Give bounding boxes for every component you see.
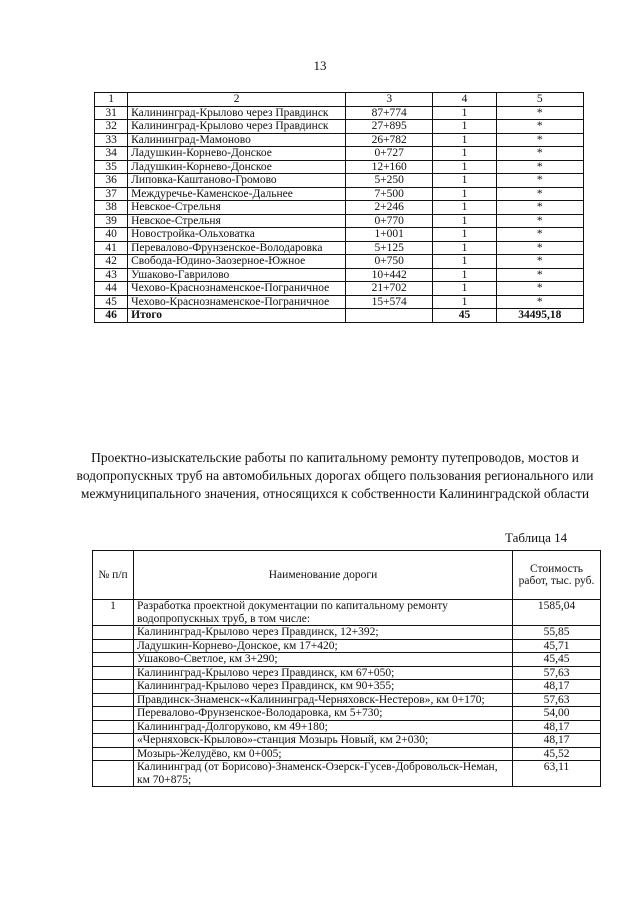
row-number: 34: [95, 147, 128, 161]
road-name: Калининград-Долгоруково, км 49+180;: [134, 720, 513, 734]
road-km: 26+782: [346, 133, 433, 147]
road-name: Междуречье-Каменское-Дальнее: [128, 187, 346, 201]
cost-value: 48,17: [513, 734, 601, 748]
road-km: 15+574: [346, 295, 433, 309]
row-number: [93, 666, 134, 680]
road-name: Невское-Стрельня: [128, 201, 346, 215]
road-name: Чехово-Краснознаменское-Пограничное: [128, 282, 346, 296]
object-count: 1: [433, 160, 496, 174]
table-label: Таблица 14: [505, 530, 568, 545]
table-row: [95, 160, 584, 174]
cost-value: 55,85: [513, 626, 601, 640]
road-km: 0+750: [346, 255, 433, 269]
road-km: 21+702: [346, 282, 433, 296]
table-row: [95, 282, 584, 296]
table-row: [95, 255, 584, 269]
cost-value: *: [496, 255, 583, 269]
roads-table: [94, 92, 584, 323]
cost-value: *: [496, 133, 583, 147]
row-number: 40: [95, 228, 128, 242]
road-km: 2+246: [346, 201, 433, 215]
table-row: [93, 707, 601, 721]
road-km: 12+160: [346, 160, 433, 174]
row-number: [93, 747, 134, 761]
cost-value: *: [496, 241, 583, 255]
cost-value: *: [496, 268, 583, 282]
road-km: 5+250: [346, 174, 433, 188]
cost-value: 45,71: [513, 639, 601, 653]
road-name: Калининград (от Борисово)-Знаменск-Озерск-Гусев-Добровольск-Неман, км 70+875;: [134, 761, 513, 787]
cost-value: *: [496, 174, 583, 188]
cost-value: *: [496, 160, 583, 174]
row-number: 35: [95, 160, 128, 174]
col-header: 5: [496, 93, 583, 107]
road-name: Ладушкин-Корнево-Донское: [128, 160, 346, 174]
row-number: 42: [95, 255, 128, 269]
cost-value: *: [496, 187, 583, 201]
row-number: 32: [95, 120, 128, 134]
table-row: [93, 720, 601, 734]
cost-value: *: [496, 120, 583, 134]
road-name: Калининград-Крылово через Правдинск, км 67+050;: [134, 666, 513, 680]
total-count: 45: [433, 309, 496, 323]
table-header-row: [95, 93, 584, 107]
road-km: 7+500: [346, 187, 433, 201]
row-number: 1: [93, 600, 134, 626]
row-number: 41: [95, 241, 128, 255]
road-km: 10+442: [346, 268, 433, 282]
road-name: Разработка проектной документации по капитальному ремонту водопропускных труб, в том числе:: [134, 600, 513, 626]
table-row: [93, 600, 601, 626]
cost-value: 45,45: [513, 653, 601, 667]
table-row: [95, 106, 584, 120]
col-header: 1: [95, 93, 128, 107]
object-count: 1: [433, 201, 496, 215]
road-km: 1+001: [346, 228, 433, 242]
row-number: [93, 693, 134, 707]
road-km: 27+895: [346, 120, 433, 134]
table-row: [93, 693, 601, 707]
row-number: 44: [95, 282, 128, 296]
table-row: [95, 295, 584, 309]
row-number: [93, 680, 134, 694]
table-row: [95, 201, 584, 215]
road-name: Невское-Стрельня: [128, 214, 346, 228]
row-number: [93, 734, 134, 748]
table-row: [93, 626, 601, 640]
table-row: [93, 639, 601, 653]
road-name: Перевалово-Фрунзенское-Володаровка: [128, 241, 346, 255]
row-number: 38: [95, 201, 128, 215]
col-header: 2: [128, 93, 346, 107]
total-label: Итого: [128, 309, 346, 323]
object-count: 1: [433, 228, 496, 242]
road-name: Калининград-Крылово через Правдинск, км 90+355;: [134, 680, 513, 694]
road-km: 87+774: [346, 106, 433, 120]
road-name: «Черняховск-Крылово»-станция Мозырь Новый, км 2+030;: [134, 734, 513, 748]
road-km: 5+125: [346, 241, 433, 255]
road-name: Мозырь-Желудёво, км 0+005;: [134, 747, 513, 761]
table-row: [95, 174, 584, 188]
cost-value: 57,63: [513, 666, 601, 680]
table-row: [95, 228, 584, 242]
cost-value: *: [496, 228, 583, 242]
cost-value: 48,17: [513, 720, 601, 734]
page-number: 13: [313, 58, 327, 73]
table-14: [92, 550, 601, 787]
table-row: [93, 653, 601, 667]
road-name: Свобода-Юдино-Заозерное-Южное: [128, 255, 346, 269]
row-number: 31: [95, 106, 128, 120]
cost-value: 45,52: [513, 747, 601, 761]
road-name: Чехово-Краснознаменское-Пограничное: [128, 295, 346, 309]
table-row: [95, 187, 584, 201]
table-row: [95, 214, 584, 228]
table-row: [95, 133, 584, 147]
total-row: [95, 309, 584, 323]
cost-value: *: [496, 147, 583, 161]
road-name: Ушаково-Светлое, км 3+290;: [134, 653, 513, 667]
road-name: Ладушкин-Корнево-Донское: [128, 147, 346, 161]
object-count: 1: [433, 133, 496, 147]
road-name: Липовка-Каштаново-Громово: [128, 174, 346, 188]
road-name: Новостройка-Ольховатка: [128, 228, 346, 242]
row-number: 43: [95, 268, 128, 282]
table-row: [95, 241, 584, 255]
cost-value: *: [496, 106, 583, 120]
road-km: [346, 309, 433, 323]
row-number: [93, 720, 134, 734]
row-number: 37: [95, 187, 128, 201]
col-header: 4: [433, 93, 496, 107]
table-row: [95, 120, 584, 134]
col-header-number: № п/п: [93, 551, 134, 600]
table-row: [93, 747, 601, 761]
section-heading: Проектно-изыскательские работы по капитальному ремонту путепроводов, мостов и водопропускных труб на автомобильных дорогах общего пользования регионального или межмуниципального значения, относящихся к собственности Калининградской области: [76, 450, 594, 501]
object-count: 1: [433, 255, 496, 269]
total-cost: 34495,18: [496, 309, 583, 323]
road-name: Калининград-Крылово через Правдинск, 12+392;: [134, 626, 513, 640]
object-count: 1: [433, 106, 496, 120]
row-number: [93, 626, 134, 640]
row-number: [93, 639, 134, 653]
table-row: [93, 734, 601, 748]
cost-value: 48,17: [513, 680, 601, 694]
table-row: [93, 666, 601, 680]
cost-value: *: [496, 295, 583, 309]
object-count: 1: [433, 147, 496, 161]
row-number: [93, 761, 134, 787]
road-name: Ладушкин-Корнево-Донское, км 17+420;: [134, 639, 513, 653]
table-row: [95, 268, 584, 282]
table-row: [93, 761, 601, 787]
row-number: 39: [95, 214, 128, 228]
road-km: 0+727: [346, 147, 433, 161]
row-number: 36: [95, 174, 128, 188]
cost-value: *: [496, 201, 583, 215]
object-count: 1: [433, 174, 496, 188]
cost-value: 54,00: [513, 707, 601, 721]
row-number: [93, 707, 134, 721]
road-name: Калининград-Мамоново: [128, 133, 346, 147]
row-number: 45: [95, 295, 128, 309]
row-number: 46: [95, 309, 128, 323]
col-header-road-name: Наименование дороги: [134, 551, 513, 600]
object-count: 1: [433, 120, 496, 134]
object-count: 1: [433, 295, 496, 309]
object-count: 1: [433, 241, 496, 255]
road-name: Ушаково-Гаврилово: [128, 268, 346, 282]
row-number: 33: [95, 133, 128, 147]
road-name: Калининград-Крылово через Правдинск: [128, 120, 346, 134]
road-name: Перевалово-Фрунзенское-Володаровка, км 5+730;: [134, 707, 513, 721]
cost-value: 63,11: [513, 761, 601, 787]
table-row: [95, 147, 584, 161]
table-header-row: [93, 551, 601, 600]
col-header-cost: Стоимость работ, тыс. руб.: [513, 551, 601, 600]
object-count: 1: [433, 282, 496, 296]
col-header: 3: [346, 93, 433, 107]
row-number: [93, 653, 134, 667]
object-count: 1: [433, 268, 496, 282]
cost-value: 1585,04: [513, 600, 601, 626]
object-count: 1: [433, 187, 496, 201]
cost-value: 57,63: [513, 693, 601, 707]
road-name: Калининград-Крылово через Правдинск: [128, 106, 346, 120]
object-count: 1: [433, 214, 496, 228]
road-name: Правдинск-Знаменск-«Калининград-Черняховск-Нестеров», км 0+170;: [134, 693, 513, 707]
road-km: 0+770: [346, 214, 433, 228]
cost-value: *: [496, 282, 583, 296]
table-row: [93, 680, 601, 694]
cost-value: *: [496, 214, 583, 228]
